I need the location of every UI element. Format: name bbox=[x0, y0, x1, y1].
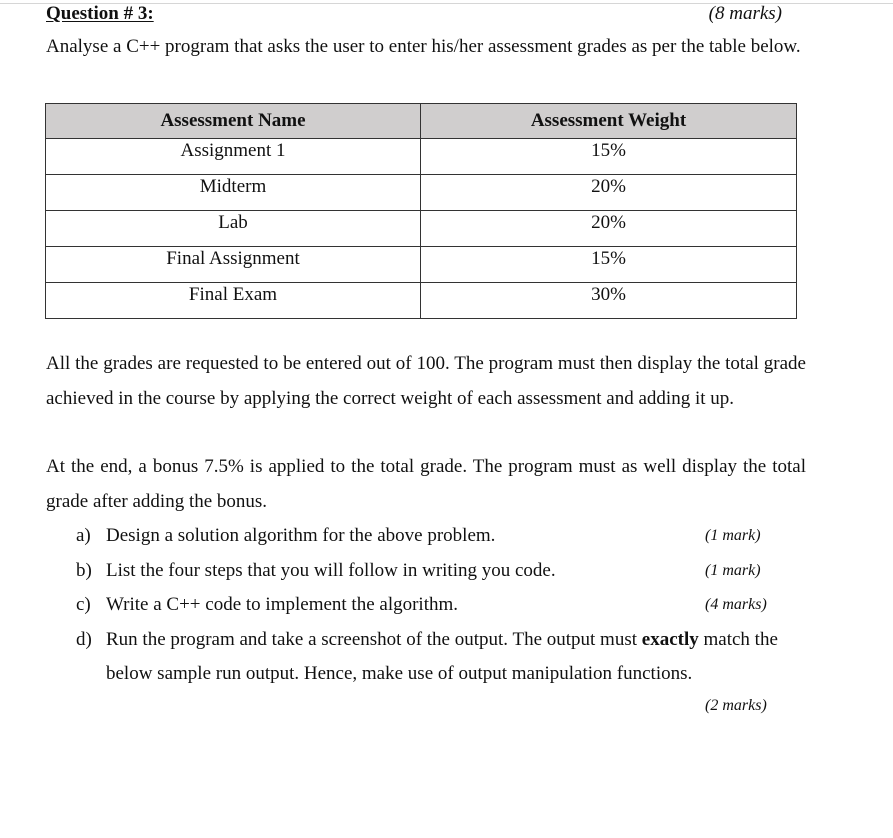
task-text: Write a C++ code to implement the algorithm. bbox=[106, 594, 459, 615]
task-text-end: match the below sample run output. Hence, make use of output manipulation functions. bbox=[106, 628, 778, 684]
task-marks: (1 mark) bbox=[705, 561, 761, 579]
table-row bbox=[46, 211, 797, 247]
assessment-name: Final Assignment bbox=[46, 247, 421, 283]
column-header-name: Assessment Name bbox=[46, 104, 421, 139]
assessment-weight: 20% bbox=[421, 211, 797, 247]
table-header-row bbox=[46, 104, 797, 139]
grades-paragraph: All the grades are requested to be entered out of 100. The program must then display the total grade achieved in the course by applying the correct weight of each assessment and adding it up. bbox=[46, 353, 806, 409]
question-marks: (8 marks) bbox=[708, 3, 782, 24]
task-item-d bbox=[76, 623, 786, 692]
intro-paragraph: Analyse a C++ program that asks the user to enter his/her assessment grades as per the table below. bbox=[46, 36, 801, 57]
task-marks: (4 marks) bbox=[705, 596, 767, 613]
task-item-b bbox=[76, 554, 786, 589]
column-header-weight: Assessment Weight bbox=[421, 104, 797, 139]
task-item-c bbox=[76, 588, 786, 623]
assessment-name: Midterm bbox=[46, 175, 421, 211]
table-row bbox=[46, 139, 797, 175]
task-letter: a) bbox=[76, 525, 91, 546]
assessment-weight: 30% bbox=[421, 283, 797, 319]
assessment-name: Lab bbox=[46, 211, 421, 247]
assessment-name: Assignment 1 bbox=[46, 139, 421, 175]
table-row bbox=[46, 175, 797, 211]
task-item-a bbox=[76, 519, 786, 554]
task-letter: c) bbox=[76, 594, 91, 615]
task-text: Design a solution algorithm for the above problem. bbox=[106, 525, 496, 546]
task-list bbox=[76, 519, 786, 692]
assessment-table bbox=[45, 103, 797, 319]
question-header bbox=[46, 3, 782, 27]
task-text: List the four steps that you will follow in writing you code. bbox=[106, 559, 556, 581]
task-marks: (1 mark) bbox=[705, 527, 761, 544]
table-row bbox=[46, 283, 797, 319]
question-title: Question # 3: bbox=[46, 3, 154, 24]
assessment-weight: 20% bbox=[421, 175, 797, 211]
bonus-paragraph: At the end, a bonus 7.5% is applied to the total grade. The program must as well display the total grade after adding the bonus. bbox=[46, 456, 806, 512]
task-d-marks: (2 marks) bbox=[705, 697, 767, 714]
task-letter: b) bbox=[76, 559, 92, 581]
task-text bbox=[106, 623, 786, 692]
task-text-emphasis: exactly bbox=[641, 628, 699, 650]
assessment-weight: 15% bbox=[421, 247, 797, 283]
table-row bbox=[46, 247, 797, 283]
assessment-weight: 15% bbox=[421, 139, 797, 175]
assessment-name: Final Exam bbox=[46, 283, 421, 319]
task-letter: d) bbox=[76, 628, 92, 650]
task-text-start: Run the program and take a screenshot of the output. The output must bbox=[106, 628, 642, 650]
